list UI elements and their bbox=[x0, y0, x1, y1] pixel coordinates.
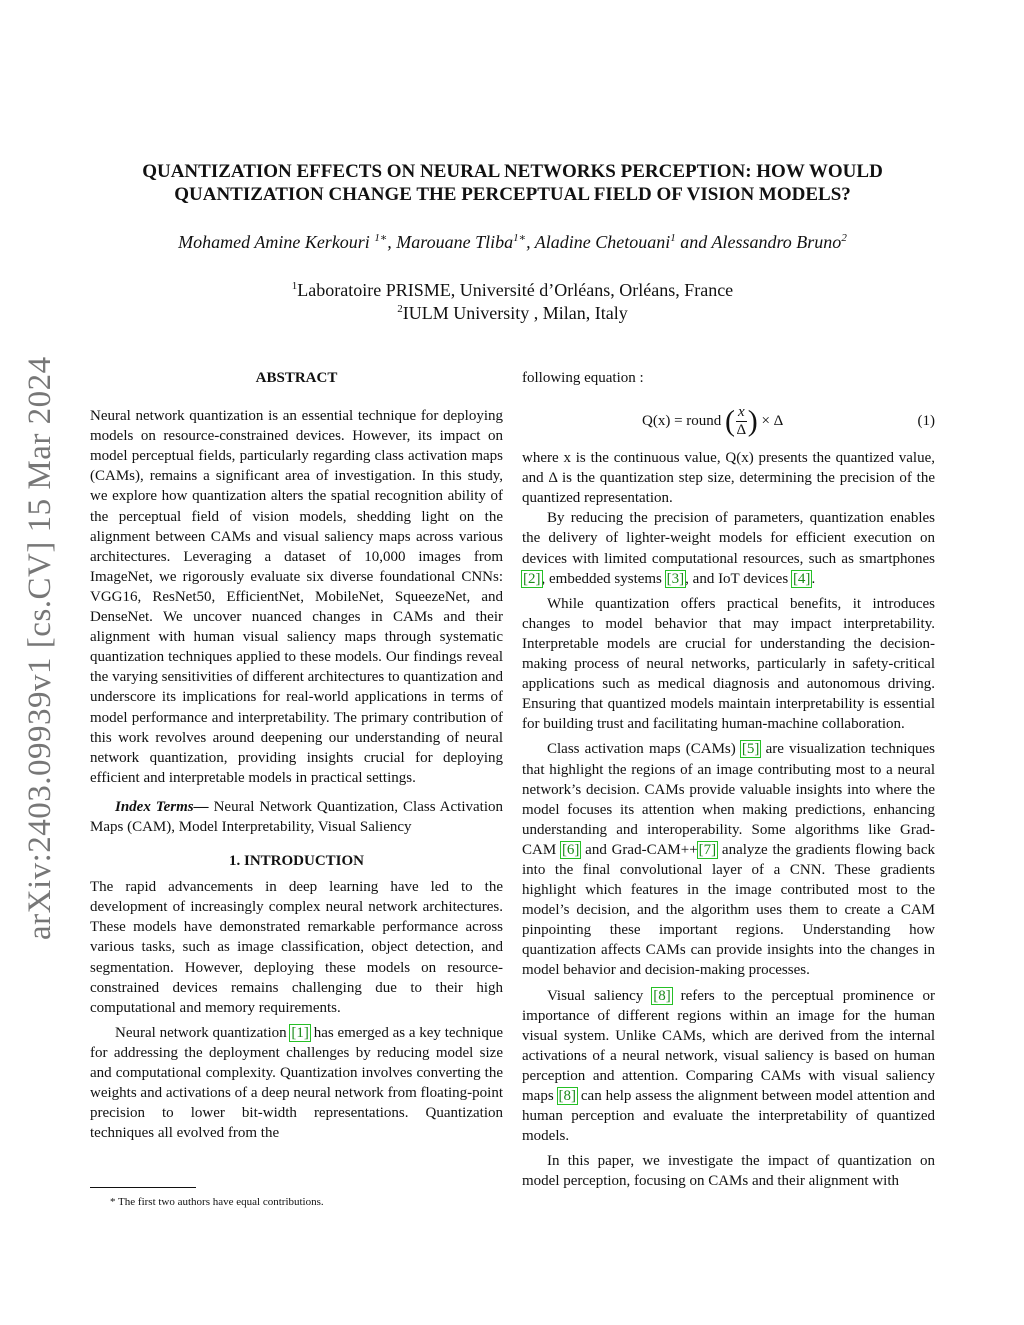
rp4-text-d: analyze the gradients flowing back into the final convolutional layer of a CNN. These gradients highlight which features in the image contributed most to the model’s decision, and the algorithm uses them to create a CAM pinpointing these important regions. Understanding how quantization affects CAMs can provide insights into the changes in model behavior and decision-making processes. bbox=[522, 841, 935, 979]
author-1-affil: 1∗ bbox=[374, 232, 388, 244]
rp2-text-b: , embedded systems bbox=[541, 570, 666, 587]
equation-number: (1) bbox=[917, 413, 935, 430]
rp2-text-a: By reducing the precision of parameters, quantization enables the delivery of lighter-weight models for efficient execution on devices with limited computational resources, such as smartphones bbox=[522, 510, 935, 567]
affiliation-2-mark: 2 bbox=[397, 303, 403, 315]
intro-paragraph-2 bbox=[90, 1023, 503, 1144]
right-paragraph-2 bbox=[522, 508, 935, 588]
arxiv-identifier: arXiv:2403.09939v1 [cs.CV] 15 Mar 2024 bbox=[22, 356, 58, 940]
citation-3-link[interactable]: [3] bbox=[666, 570, 685, 587]
author-4-affil: 2 bbox=[841, 232, 847, 244]
author-4: and Alessandro Bruno bbox=[675, 232, 842, 252]
right-paragraph-6: In this paper, we investigate the impact of quantization on model perception, focusing on CAMs and their alignment with bbox=[522, 1153, 935, 1190]
affiliation-2-text: IULM University , Milan, Italy bbox=[402, 303, 628, 323]
citation-5-link[interactable]: [5] bbox=[741, 741, 760, 758]
citation-1-link[interactable]: [1] bbox=[291, 1024, 309, 1041]
affiliation-1-mark: 1 bbox=[291, 280, 298, 292]
index-terms-label: Index Terms— bbox=[115, 798, 209, 815]
equation-intro: following equation : bbox=[522, 370, 644, 386]
right-paragraph-4 bbox=[522, 739, 935, 980]
right-paren: ) bbox=[747, 404, 758, 438]
fraction-denominator: Δ bbox=[736, 422, 747, 439]
right-paragraph-3: While quantization offers practical benefits, it introduces changes to model behavior that may impact interpretability. Interpretable models are crucial for understanding the decision-making process of neural networks, particularly in safety-critical applications such as medical diagnosis and autonomous driving. Ensuring that quantized models maintain interpretability is essential for building trust and facilitating human-machine collaboration. bbox=[522, 595, 935, 733]
equation-rhs: × Δ bbox=[761, 413, 784, 430]
right-paragraph-5 bbox=[522, 986, 935, 1147]
abstract-heading: ABSTRACT bbox=[255, 370, 338, 386]
affiliation-1 bbox=[90, 279, 935, 302]
equation-lhs: Q(x) = round bbox=[642, 413, 722, 430]
footnote: * The first two authors have equal contributions. bbox=[110, 1196, 324, 1208]
right-column bbox=[522, 368, 935, 1191]
author-3-affil: 1 bbox=[670, 232, 676, 244]
paper-title bbox=[90, 160, 935, 206]
rp2-text-c: , and IoT devices bbox=[685, 570, 792, 587]
rp4-text-b: are visualization techniques that highlight the regions of an image contributing most to a neural network’s decision. CAMs provide valuable insights into where the model focuses its attention when making predictions, enhancing understanding and interoperability. Some algorithms like Grad-CAM bbox=[522, 741, 935, 858]
equation-1 bbox=[522, 398, 935, 442]
author-list bbox=[90, 232, 935, 253]
author-3: , Aladine Chetouani bbox=[526, 232, 671, 252]
rp2-text-d: . bbox=[811, 570, 816, 587]
introduction-heading: 1. INTRODUCTION bbox=[228, 853, 364, 870]
equation-body bbox=[642, 404, 783, 439]
title-line-2: QUANTIZATION CHANGE THE PERCEPTUAL FIELD OF VISION MODELS? bbox=[174, 184, 851, 205]
rp5-text-b: refers to the perceptual prominence or importance of different regions within an image for the human visual system. Unlike CAMs, which are derived from the internal activations of a neural network, visual saliency is based on human perception and attention. Comparing CAMs with visual saliency maps bbox=[522, 987, 935, 1104]
author-2-affil: 1∗ bbox=[513, 232, 527, 244]
title-line-1: QUANTIZATION EFFECTS ON NEURAL NETWORKS PERCEPTION: HOW WOULD bbox=[142, 161, 883, 182]
citation-7-link[interactable]: [7] bbox=[698, 841, 717, 858]
rp5-text-c: can help assess the alignment between model attention and human perception and evaluate the interpretability of quantized models. bbox=[522, 1088, 935, 1145]
intro-p2-text-b: has emerged as a key technique for addressing the deployment challenges by reducing model size and computational complexity. Quantization involves converting the weights and activations of a deep neural network from floating-point precision to lower bit-width representations. Quantization techniques all evolved from the bbox=[90, 1024, 504, 1142]
author-2: , Marouane Tliba bbox=[387, 232, 514, 252]
affiliation-1-text: Laboratoire PRISME, Université d’Orléans, Orléans, France bbox=[297, 280, 734, 300]
left-column bbox=[90, 368, 503, 1143]
rp4-text-a: Class activation maps (CAMs) bbox=[547, 741, 741, 758]
intro-p2-text-a: Neural network quantization bbox=[115, 1024, 291, 1041]
left-paren: ( bbox=[725, 404, 736, 438]
affiliations bbox=[90, 279, 935, 325]
citation-8b-link[interactable]: [8] bbox=[558, 1088, 577, 1104]
citation-6-link[interactable]: [6] bbox=[561, 841, 580, 858]
author-1: Mohamed Amine Kerkouri bbox=[178, 232, 375, 252]
intro-paragraph-1: The rapid advancements in deep learning have led to the development of increasingly complex neural network architectures. These models have demonstrated remarkable performance across various tasks, such as image classification, object detection, and segmentation. However, deploying these models on resource-constrained devices remains challenging due to their high computational and memory requirements. bbox=[90, 879, 503, 1016]
footnote-rule bbox=[90, 1187, 196, 1188]
index-terms-text: Neural Network Quantization, Class Activation Maps (CAM), Model Interpretability, Visual Saliency bbox=[90, 798, 503, 835]
right-paragraph-1: where x is the continuous value, Q(x) presents the quantized value, and Δ is the quantization step size, determining the precision of the quantized representation. bbox=[522, 450, 935, 507]
fraction bbox=[736, 404, 747, 439]
citation-4-link[interactable]: [4] bbox=[792, 570, 811, 587]
index-terms bbox=[90, 797, 503, 837]
abstract-text: Neural network quantization is an essential technique for deploying models on resource-constrained devices. However, its impact on model perceptual fields, particularly regarding class activation maps (CAMs), remains a significant area of investigation. In this study, we explore how quantization alters the spatial recognition ability of the perceptual field of vision models, shedding light on the alignment between CAMs and visual saliency maps across various architectures. Leveraging a dataset of 10,000 images from ImageNet, we rigorously evaluate six diverse foundational CNNs: VGG16, ResNet50, EfficientNet, MobileNet, SqueezeNet, and DenseNet. We uncover nuanced changes in CAMs and their alignment with human visual saliency maps through systematic quantization techniques applied to these models. Our findings reveal the varying sensitivities of different architectures to quantization and underscore its implications for real-world applications in terms of model performance and interpretability. The primary contribution of this work revolves around deepening our understanding of neural network quantization, providing insights crucial for deploying efficient and interpretable models in practical settings. bbox=[90, 408, 503, 786]
citation-8-link[interactable]: [8] bbox=[653, 987, 671, 1004]
fraction-numerator: x bbox=[738, 404, 745, 421]
rp4-text-c: and Grad-CAM++ bbox=[580, 841, 698, 858]
affiliation-2 bbox=[90, 302, 935, 325]
citation-2-link[interactable]: [2] bbox=[523, 570, 541, 587]
rp5-text-a: Visual saliency bbox=[547, 987, 653, 1004]
